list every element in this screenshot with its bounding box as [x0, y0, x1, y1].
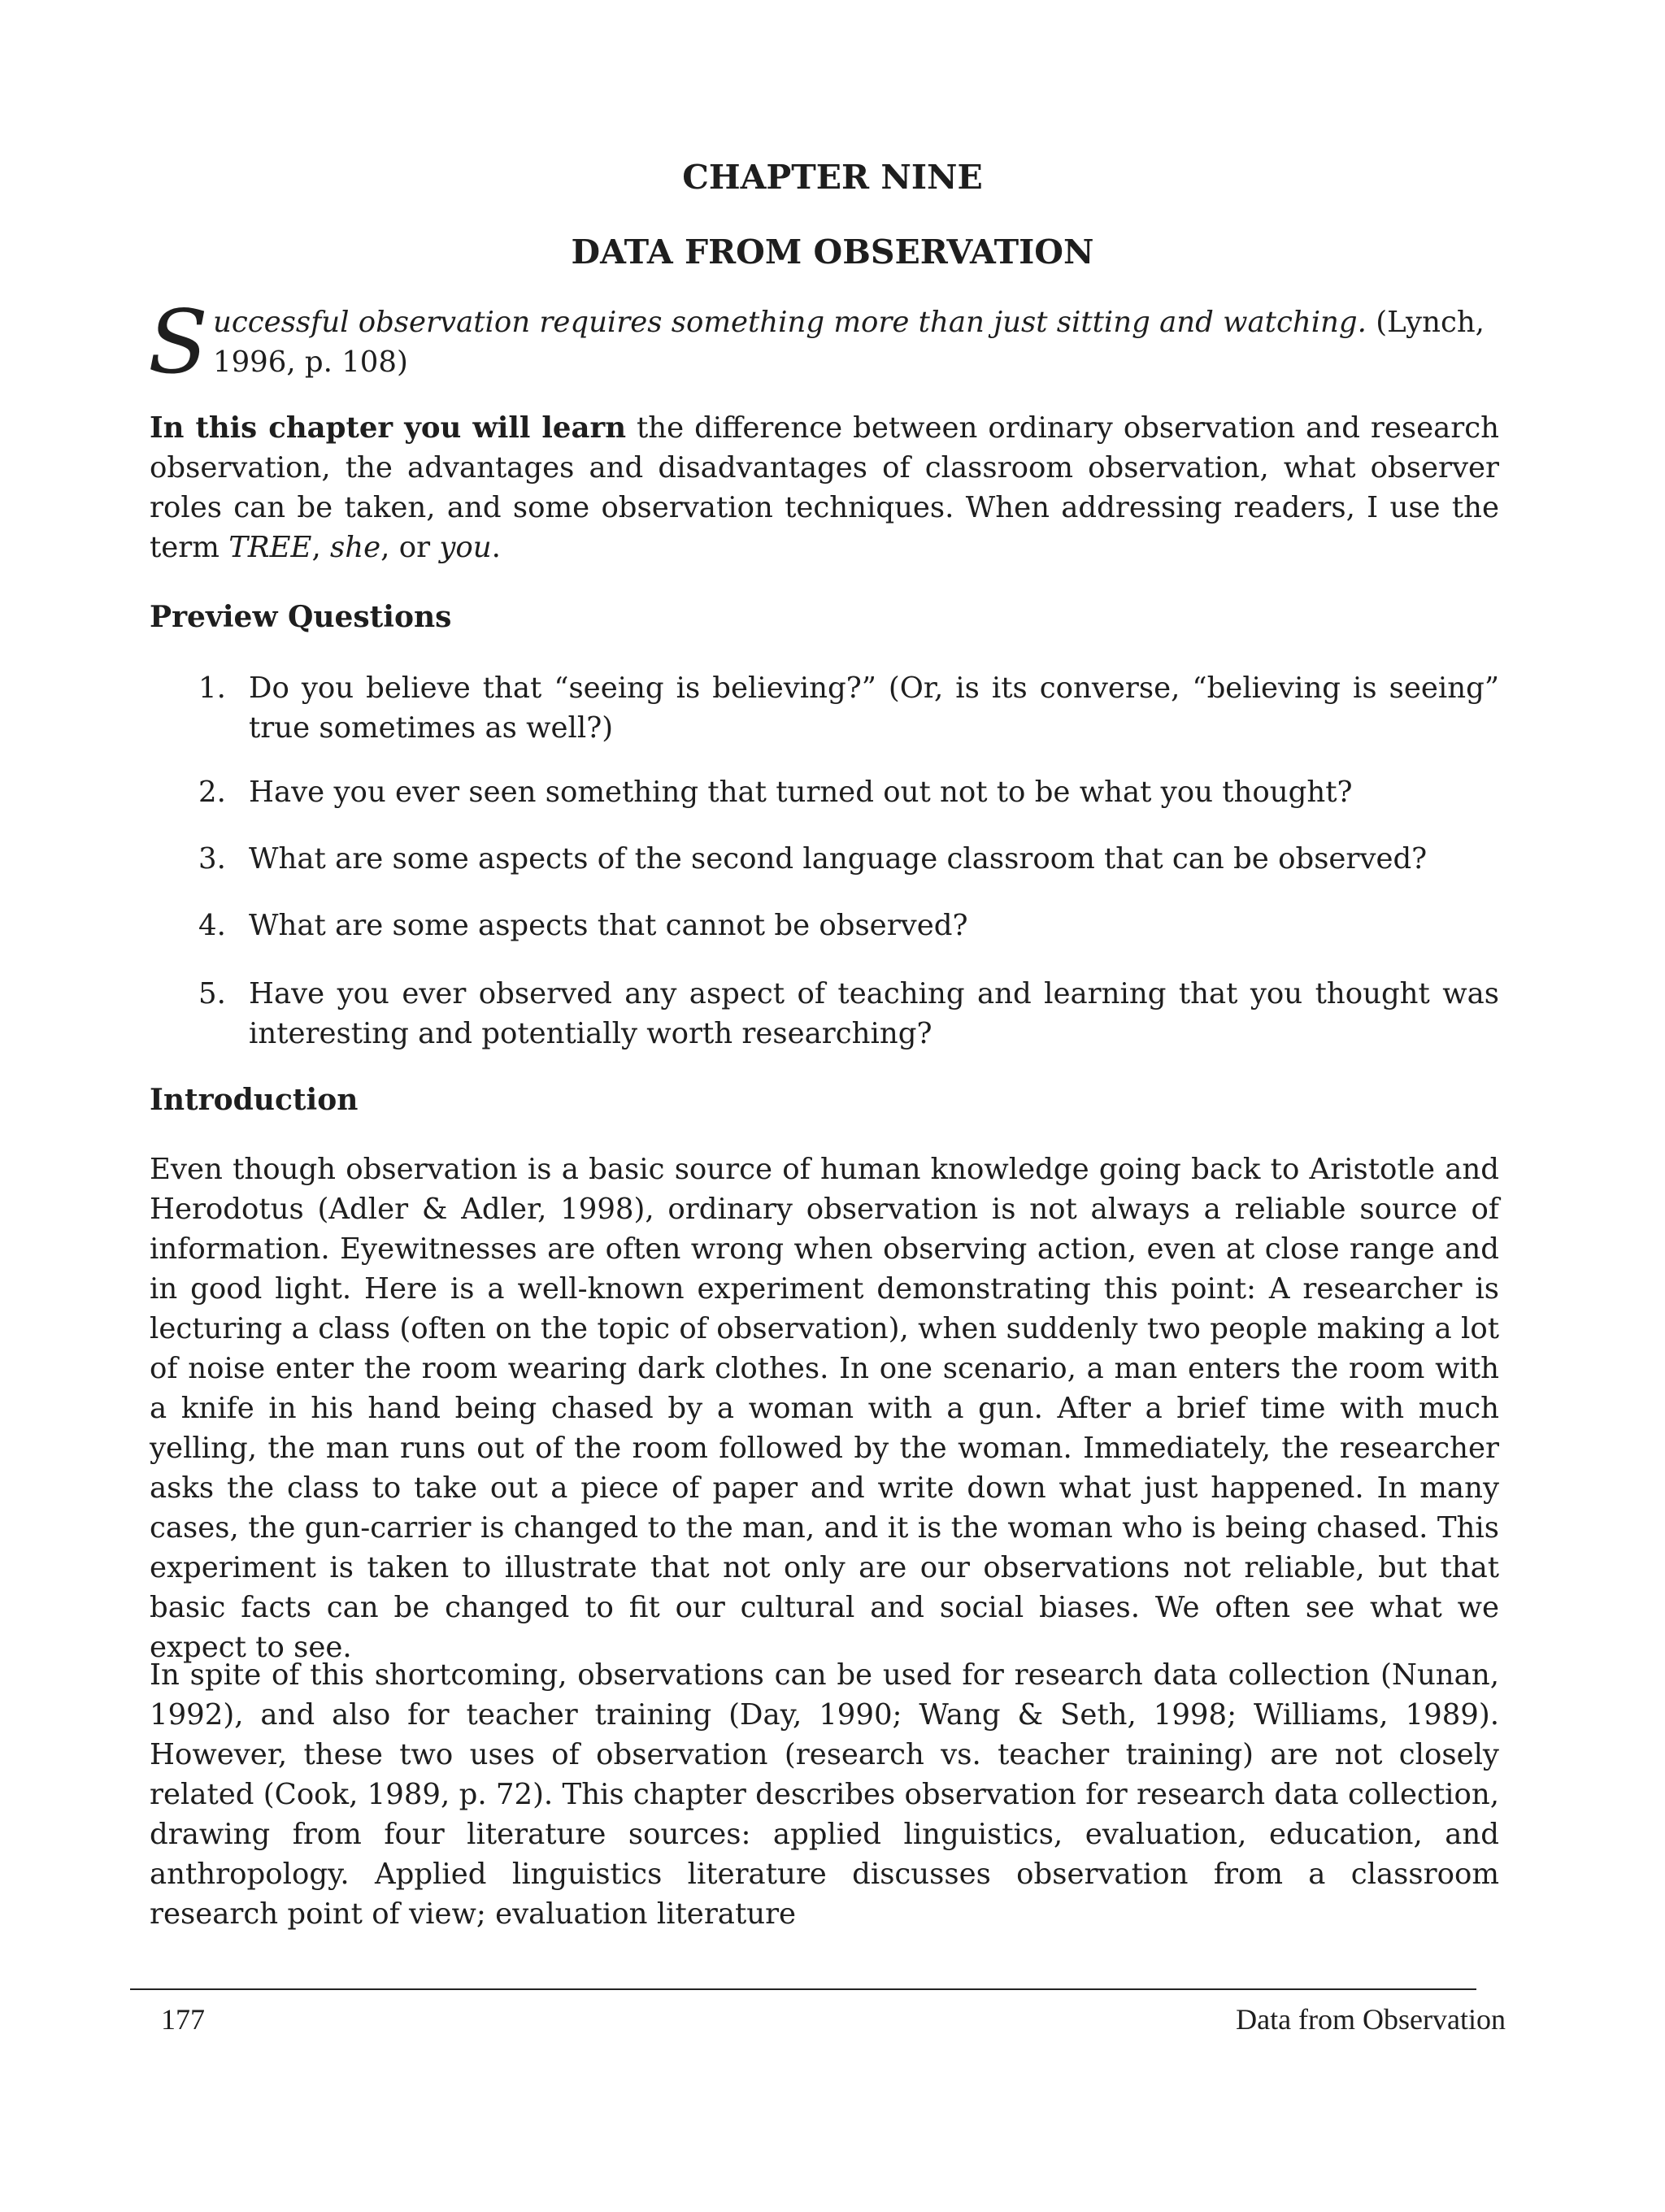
list-item — [150, 974, 1499, 1054]
term-she: she — [330, 531, 381, 564]
drop-cap: S — [148, 292, 208, 393]
question-number: 4. — [198, 909, 226, 942]
question-number: 1. — [198, 671, 226, 705]
question-text: Have you ever seen something that turned out not to be what you thought? — [249, 776, 1353, 809]
list-item — [150, 839, 1499, 879]
objectives-lead: In this chapter you will learn — [150, 411, 627, 445]
preview-questions-heading: Preview Questions — [150, 600, 452, 634]
question-text: Do you believe that “seeing is believing?” (Or, is its converse, “believing is seeing” true sometimes as well?) — [249, 671, 1499, 745]
list-item — [150, 906, 1499, 945]
question-number: 5. — [198, 977, 226, 1010]
epigraph-citation: (Lynch, 1996, p. 108) — [213, 306, 1485, 379]
objectives-text: the difference between ordinary observation and research observation, the advantages and disadvantages of classroom observation, what observer roles can be taken, and some observation techniques. When addressing readers, I use the term — [150, 411, 1499, 564]
chapter-objectives-paragraph — [150, 408, 1499, 567]
list-item — [150, 668, 1499, 748]
epigraph-quote: uccessful observation requires something more than just sitting and watching. — [213, 306, 1367, 339]
question-text: Have you ever observed any aspect of teaching and learning that you thought was interesting and potentially worth researching? — [249, 977, 1499, 1050]
epigraph — [148, 292, 1499, 393]
question-text: What are some aspects of the second language classroom that can be observed? — [249, 842, 1428, 876]
objectives-end: . — [491, 531, 501, 564]
page-number: 177 — [161, 2003, 205, 2036]
term-you: you — [439, 531, 492, 564]
objectives-separator: , or — [380, 531, 440, 564]
footer-divider — [130, 1988, 1476, 1990]
objectives-separator: , — [311, 531, 331, 564]
introduction-heading: Introduction — [150, 1083, 359, 1117]
term-tree: TREE — [228, 531, 312, 564]
question-number: 2. — [198, 776, 226, 809]
question-number: 3. — [198, 842, 226, 876]
introduction-paragraph-2: In spite of this shortcoming, observations can be used for research data collection (Nunan, 1992), and also for teacher training (Day, 1990; Wang & Seth, 1998; Williams, 1989). However, these two uses of observation (research vs. teacher training) are not closely related (Cook, 1989, p. 72). This chapter describes observation for research data collection, drawing from four literature sources: applied linguistics, evaluation, education, and anthropology. Applied linguistics literature discusses observation from a classroom research point of view; evaluation literature — [150, 1658, 1499, 1931]
list-item — [150, 772, 1499, 812]
chapter-title: DATA FROM OBSERVATION — [571, 232, 1094, 272]
question-text: What are some aspects that cannot be observed? — [249, 909, 968, 942]
running-title: Data from Observation — [1236, 2003, 1506, 2036]
introduction-paragraph-1: Even though observation is a basic source of human knowledge going back to Aristotle and Herodotus (Adler & Adler, 1998), ordinary observation is not always a reliable source of information. Eyewitnesses are often wrong when observing action, even at close range and in good light. Here is a well-known experiment demonstrating this point: A researcher is lecturing a class (often on the topic of observation), when suddenly two people making a lot of noise enter the room wearing dark clothes. In one scenario, a man enters the room with a knife in his hand being chased by a woman with a gun. After a brief time with much yelling, the man runs out of the room followed by the woman. Immediately, the researcher asks the class to take out a piece of paper and write down what just happened. In many cases, the gun-carrier is changed to the man, and it is the woman who is being chased. This experiment is taken to illustrate that not only are our observations not reliable, but that basic facts can be changed to fit our cultural and social biases. We often see what we expect to see. — [150, 1153, 1499, 1664]
chapter-label: CHAPTER NINE — [682, 158, 983, 197]
